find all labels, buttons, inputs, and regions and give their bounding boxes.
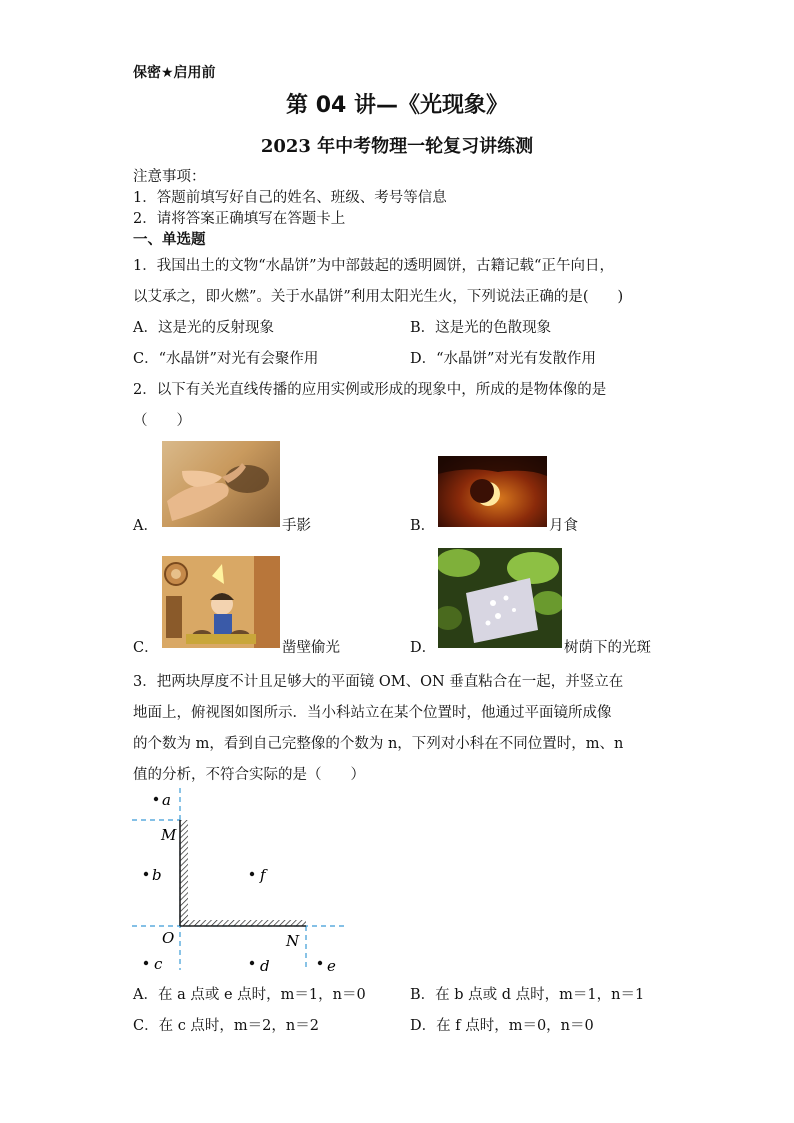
q2-option-b-caption: 月食 [549,518,578,534]
q2-option-b-letter: B． [410,518,436,534]
q3-option-b: B．在 b 点或 d 点时，m＝1，n＝1 [410,987,645,1003]
label-o: O [162,929,175,947]
label-m: M [161,826,177,844]
q2-option-a-letter: A． [133,518,158,534]
point-d [250,961,254,965]
q1-option-b: B．这是光的色散现象 [410,320,552,336]
mirror-diagram [128,788,358,978]
section-heading: 一、单选题 [133,232,206,248]
q1-option-a: A．这是光的反射现象 [133,320,274,336]
mirror-om [180,820,188,926]
label-f: f [260,866,266,884]
q2-option-d-letter: D． [410,640,437,656]
hand-shadow-image [162,441,280,527]
q1-line-1: 1．我国出土的文物“水晶饼”为中部鼓起的透明圆饼，古籍记载“正午向日， [133,258,614,274]
q3-option-a: A．在 a 点或 e 点时，m＝1，n＝0 [133,987,366,1003]
notes-item-2: 2．请将答案正确填写在答题卡上 [133,211,346,227]
q3-option-d: D．在 f 点时，m＝0，n＝0 [410,1018,594,1034]
label-a: a [162,791,171,809]
q3-option-c: C．在 c 点时，m＝2，n＝2 [133,1018,319,1034]
label-b: b [152,866,162,884]
point-f [250,872,254,876]
q2-option-c-letter: C． [133,640,159,656]
confidential-mark: 保密★启用前 [133,65,216,81]
label-c: c [154,955,163,973]
eclipse-image [438,456,547,527]
label-e: e [327,957,336,975]
mirror-on [180,920,306,926]
q3-line-4: 值的分析，不符合实际的是（ ） [133,767,365,783]
point-c [144,961,148,965]
q3-line-3: 的个数为 m，看到自己完整像的个数为 n，下列对小科在不同位置时，m、n [133,736,624,752]
notes-heading: 注意事项： [133,169,206,185]
q1-line-2: 以艾承之，即火燃”。关于水晶饼”利用太阳光生火，下列说法正确的是( ) [133,289,624,305]
label-n: N [286,932,300,950]
label-d: d [260,957,270,975]
page-title: 第 04 讲—《光现象》 [286,93,508,118]
point-e [318,961,322,965]
point-a [154,797,158,801]
q1-option-c: C．“水晶饼”对光有会聚作用 [133,351,319,367]
q3-line-2: 地面上，俯视图如图所示．当小科站立在某个位置时，他通过平面镜所成像 [133,705,612,721]
page-subtitle: 2023 年中考物理一轮复习讲练测 [260,136,534,157]
q3-line-1: 3．把两块厚度不计且足够大的平面镜 OM、ON 垂直粘合在一起，并竖立在 [133,674,624,690]
q2-line-1: 2．以下有关光直线传播的应用实例或形成的现象中，所成的是物体像的是 [133,382,607,398]
notes-item-1: 1．答题前填写好自己的姓名、班级、考号等信息 [133,190,447,206]
light-spots-image [438,548,562,648]
point-b [144,872,148,876]
q2-option-c-caption: 凿壁偷光 [282,640,340,656]
q2-line-2: （ ） [133,413,191,429]
q1-option-d: D．“水晶饼”对光有发散作用 [410,351,596,367]
q2-option-d-caption: 树荫下的光斑 [564,640,651,656]
q2-option-a-caption: 手影 [282,518,311,534]
cartoon-image [162,556,280,648]
